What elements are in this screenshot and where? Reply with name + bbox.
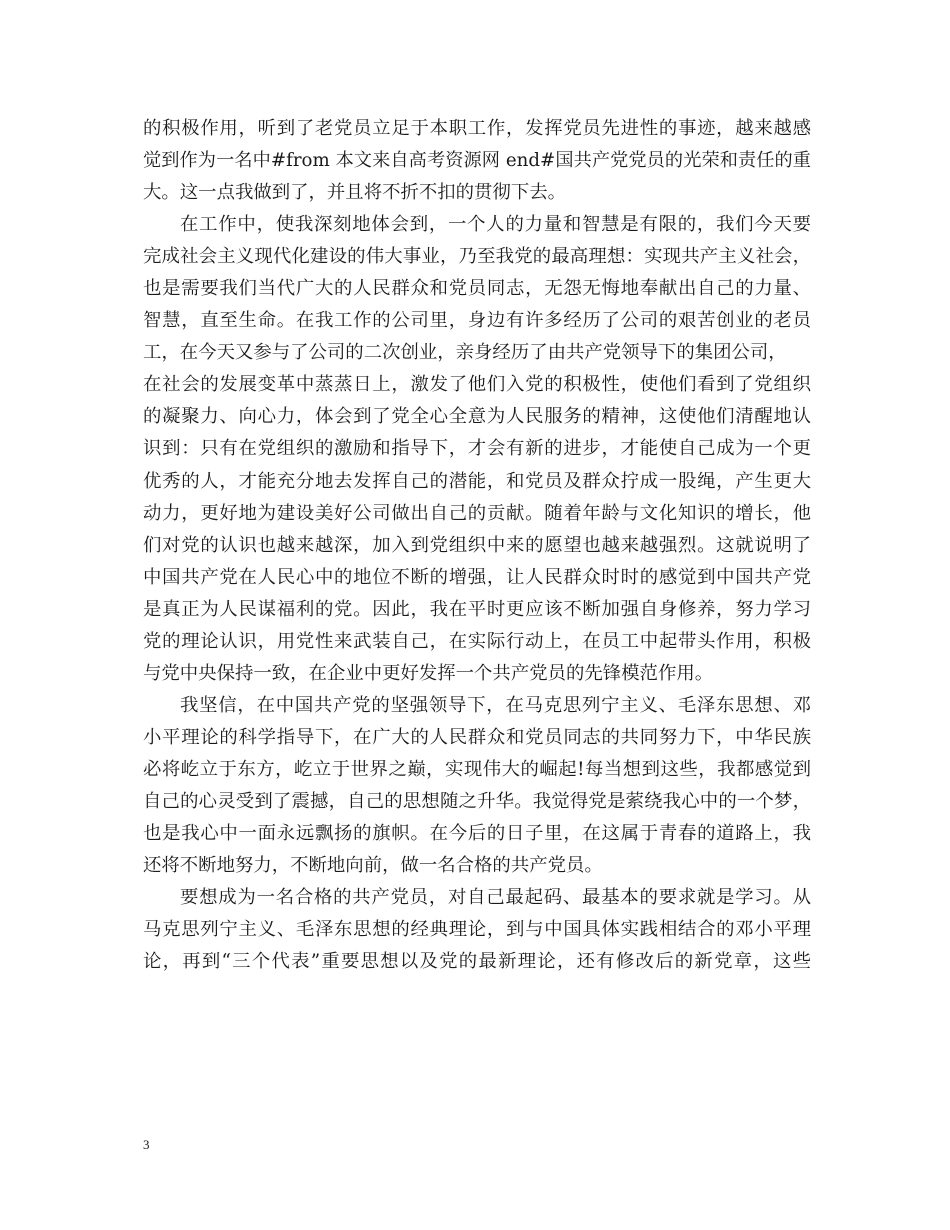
text-line: 觉到作为一名中#from 本文来自高考资源网 end#国共产党党员的光荣和责任的重 xyxy=(143,150,811,172)
text-line: 们对党的认识也越来越深，加入到党组织中来的愿望也越来越强烈。这就说明了 xyxy=(143,534,811,556)
text-line: 小平理论的科学指导下，在广大的人民群众和党员同志的共同努力下，中华民族 xyxy=(143,726,811,748)
text-line: 党的理论认识，用党性来武装自己，在实际行动上，在员工中起带头作用，积极 xyxy=(143,630,811,652)
text-line: 识到：只有在党组织的激励和指导下，才会有新的进步，才能使自己成为一个更 xyxy=(143,438,811,460)
text-line: 工，在今天又参与了公司的二次创业，亲身经历了由共产党领导下的集团公司， xyxy=(143,342,787,364)
text-line: 动力，更好地为建设美好公司做出自己的贡献。随着年龄与文化知识的增长，他 xyxy=(143,502,811,524)
text-line: 与党中央保持一致，在企业中更好发挥一个共产党员的先锋模范作用。 xyxy=(143,662,714,684)
text-line: 优秀的人，才能充分地去发挥自己的潜能，和党员及群众拧成一股绳，产生更大 xyxy=(143,470,811,492)
text-line: 的积极作用，听到了老党员立足于本职工作，发挥党员先进性的事迹，越来越感 xyxy=(143,118,811,139)
text-line: 也是需要我们当代广大的人民群众和党员同志，无怨无悔地奉献出自己的力量、 xyxy=(143,278,811,300)
text-line: 也是我心中一面永远飘扬的旗帜。在今后的日子里，在这属于青春的道路上，我 xyxy=(143,823,811,845)
text-line: 大。这一点我做到了，并且将不折不扣的贯彻下去。 xyxy=(143,182,566,204)
text-line: 在社会的发展变革中蒸蒸日上，激发了他们入党的积极性，使他们看到了党组织 xyxy=(143,374,811,396)
text-line: 马克思列宁主义、毛泽东思想的经典理论，到与中国具体实践相结合的邓小平理 xyxy=(143,919,811,941)
text-line: 智慧，直至生命。在我工作的公司里，身边有许多经历了公司的艰苦创业的老员 xyxy=(143,310,811,332)
text-line: 的凝聚力、向心力，体会到了党全心全意为人民服务的精神，这使他们清醒地认 xyxy=(143,406,811,428)
text-line: 是真正为人民谋福利的党。因此，我在平时更应该不断加强自身修养，努力学习 xyxy=(143,598,811,620)
text-line: 还将不断地努力，不断地向前，做一名合格的共产党员。 xyxy=(143,855,603,877)
text-line: 在工作中，使我深刻地体会到，一个人的力量和智慧是有限的，我们今天要 xyxy=(180,214,811,236)
body-text xyxy=(143,113,811,978)
text-line: 论，再到“三个代表”重要思想以及党的最新理论，还有修改后的新党章，这些 xyxy=(143,951,811,973)
page-number: 3 xyxy=(143,1137,150,1152)
text-line: 必将屹立于东方，屹立于世界之巅，实现伟大的崛起!每当想到这些，我都感觉到 xyxy=(143,758,811,780)
text-line: 我坚信，在中国共产党的坚强领导下，在马克思列宁主义、毛泽东思想、邓 xyxy=(180,694,811,716)
text-line: 中国共产党在人民心中的地位不断的增强，让人民群众时时的感觉到中国共产党 xyxy=(143,566,811,588)
text-line: 要想成为一名合格的共产党员，对自己最起码、最基本的要求就是学习。从 xyxy=(180,887,811,909)
text-line: 完成社会主义现代化建设的伟大事业，乃至我党的最高理想：实现共产主义社会， xyxy=(143,246,811,268)
text-line: 自己的心灵受到了震撼，自己的思想随之升华。我觉得党是萦绕我心中的一个梦， xyxy=(143,790,811,812)
